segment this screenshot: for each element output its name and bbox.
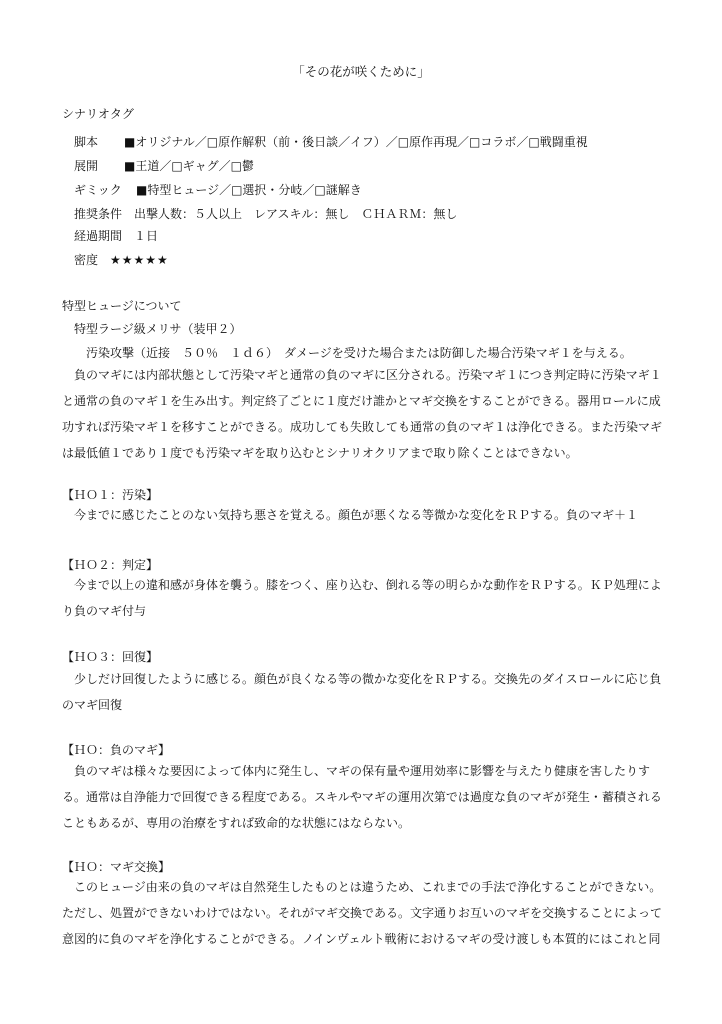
ho-negative-magi-heading: 【ＨＯ：負のマギ】: [62, 743, 171, 757]
tag-value: ■王道／□ギャグ／□鬱: [124, 159, 255, 173]
tag-label: 展開: [74, 159, 99, 173]
document-title: 「その花が咲くために」: [292, 64, 430, 79]
tag-row-duration: [74, 228, 158, 244]
scenario-tags-heading: シナリオタグ: [62, 107, 134, 121]
tag-row-conditions: [74, 206, 457, 222]
tag-label: 脚本: [74, 135, 99, 149]
tag-label: 推奨条件: [74, 207, 123, 221]
ho2-body: 今まで以上の違和感が身体を襲う。膝をつく、座り込む、倒れる等の明らかな動作をＲＰする。ＫＰ処理により負のマギ付与: [62, 578, 662, 618]
tag-value: ■オリジナル／□原作解釈（前・後日談／イフ）／□原作再現／□コラボ／□戦闘重視: [124, 135, 588, 149]
huge-heading: 特型ヒュージについて: [62, 299, 182, 313]
tag-row-script: [74, 134, 588, 150]
ho-magi-exchange-heading: 【ＨＯ：マギ交換】: [62, 860, 171, 874]
tag-row-gimmick: [74, 182, 362, 198]
huge-attack: 汚染攻撃（近接 ５０％ １ｄ６） ダメージを受けた場合または防御した場合汚染マギ１を与える。: [86, 346, 632, 360]
ho3-heading: 【ＨＯ３：回復】: [62, 650, 159, 664]
huge-body: 負のマギには内部状態として汚染マギと通常の負のマギに区分される。汚染マギ１につき判定時に汚染マギ１と通常の負のマギ１を生み出す。判定終了ごとに１度だけ誰かとマギ交換をすることができる。器用ロールに成功すれば汚染マギ１を移すことができる。成功しても失敗しても通常の負のマギ１は浄化できる。また汚染マギは最低値１であり１度でも汚染マギを取り込むとシナリオクリアまで取り除くことはできない。: [62, 368, 663, 460]
density-stars: ★★★★★: [110, 253, 169, 267]
ho3-body: 少しだけ回復したように感じる。顔色が良くなる等の微かな変化をＲＰする。交換先のダイスロールに応じ負のマギ回復: [62, 672, 662, 712]
tag-label: 経過期間: [74, 229, 123, 243]
ho-negative-magi-body: 負のマギは様々な要因によって体内に発生し、マギの保有量や運用効率に影響を与えたり健康を害したりする。通常は自浄能力で回復できる程度である。スキルやマギの運用次第では過度な負のマギが発生・蓄積されることもあるが、専用の治療をすれば致命的な状態にはならない。: [62, 764, 662, 830]
tag-value: 出撃人数：５人以上 レアスキル：無し ＣＨＡＲＭ：無し: [134, 207, 458, 221]
ho-magi-exchange-body: このヒュージ由来の負のマギは自然発生したものとは違うため、これまでの手法で浄化することができない。ただし、処置ができないわけではない。それがマギ交換である。文字通りお互いのマギを交換することによって意図的に負のマギを浄化することができる。ノインヴェルト戦術におけるマギの受け渡しも本質的にはこれと同: [62, 880, 663, 946]
tag-value: ■特型ヒュージ／□選択・分岐／□謎解き: [136, 183, 362, 197]
ho1-heading: 【ＨＯ１：汚染】: [62, 488, 159, 502]
tag-row-density: [74, 252, 169, 268]
tag-row-development: [74, 158, 254, 174]
tag-label: 密度: [74, 253, 99, 267]
tag-label: ギミック: [74, 183, 122, 197]
huge-subheading: 特型ラージ級メリサ（装甲２）: [74, 322, 242, 336]
ho1-body: 今までに感じたことのない気持ち悪さを覚える。顔色が悪くなる等微かな変化をＲＰする。負のマギ＋１: [62, 508, 639, 522]
ho2-heading: 【ＨＯ２：判定】: [62, 558, 159, 572]
tag-value: １日: [134, 229, 159, 243]
